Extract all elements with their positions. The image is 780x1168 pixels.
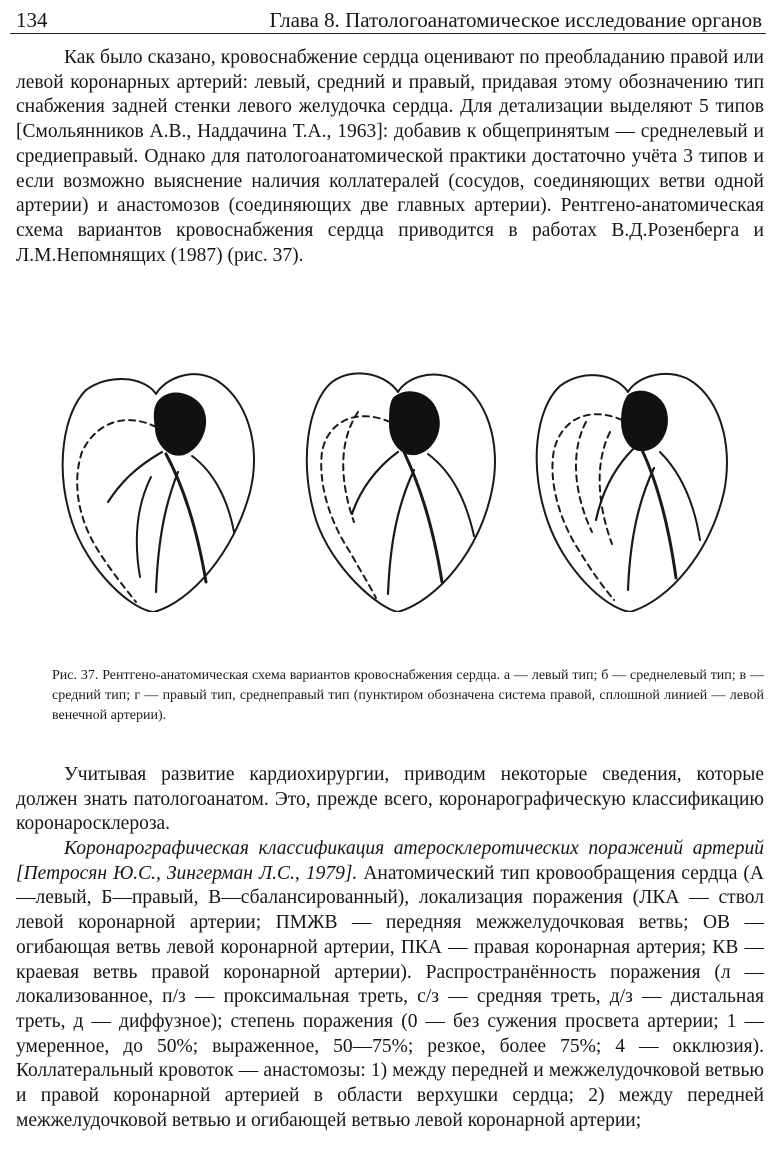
- right-coronary-dashed: [552, 414, 622, 600]
- figure-caption: Рис. 37. Рентгено-анатомическая схема вариантов кровоснабжения сердца. а — левый тип; б — среднелевый тип; в — средний тип; г — правый тип, среднеправый тип (пунктиром обозначена система правой, сплошной линией — левой венечной артерии).: [52, 668, 764, 723]
- left-coronary-main: [642, 450, 676, 578]
- left-coronary-branch-1: [108, 452, 162, 502]
- left-coronary-main: [404, 452, 442, 582]
- heart-diagrams-svg: [56, 372, 752, 612]
- left-coronary-branch-3: [137, 477, 151, 577]
- aortic-root: [622, 392, 667, 451]
- aortic-root: [390, 392, 439, 454]
- page-header: [10, 6, 766, 34]
- heart-diagram-a: [63, 374, 254, 612]
- classification-text: Анатомический тип кровообращения сердца (А—левый, Б—правый, В—сбалансированный), локализация поражения (ЛКА — ствол левой коронарной артерии; ПМЖВ — передняя межжелудочковая ветвь; ОВ — огибающая ветвь левой коронарной артерии, ПКА — правая коронарная артерия; КВ — краевая ветвь правой коронарной артерии). Распространённость поражения (л — локализованное, п/з — проксимальная треть, с/з — средняя треть, д/з — дистальная треть, д — диффузное); степень поражения (0 — без сужения просвета артерии; 1 — умеренное, до 50%; выраженное, 50—75%; резкое, более 75%; 4 — окклюзия). Коллатеральный кровоток — анастомозы: 1) между передней и межжелудочковой ветвью и правой коронарной артерией в области верхушки сердца; 2) между передней межжелудочковой ветвью и огибающей ветвью левой коронарной артерии;: [16, 862, 764, 1131]
- left-coronary-branch-1: [352, 452, 398, 514]
- right-coronary-dashed-2: [576, 422, 592, 532]
- chapter-title: Глава 8. Патологоанатомическое исследование органов: [269, 8, 762, 32]
- left-coronary-branch-2: [156, 472, 178, 592]
- heart-diagram-c: [537, 374, 727, 612]
- heart-diagram-b: [307, 373, 495, 612]
- header-rule: [10, 33, 766, 34]
- left-coronary-branch-3: [428, 454, 474, 536]
- cardiosurgery-paragraph: Учитывая развитие кардиохирургии, приводим некоторые сведения, которые должен знать патологоанатом. Это, прежде всего, коронарографическую классификацию коронаросклероза.: [16, 764, 764, 835]
- classification-title: Коронарографическая классификация атеросклеротических поражений артерий [Петросян Ю.С., Зингерман Л.С., 1979].: [16, 838, 764, 884]
- left-coronary-main: [166, 454, 206, 582]
- intro-paragraph: Как было сказано, кровоснабжение сердца оценивают по преобладанию правой или левой коронарных артерий: левый, средний и правый, придавая этому обозначению тип снабжения задней стенки левого желудочка сердца. Для детализации выделяют 5 типов [Смольянников А.В., Наддачина Т.А., 1963]: добавив к общепринятым — среднелевый и средиеправый. Однако для патологоанатомической практики достаточно учёта 3 типов и если возможно выяснение наличия коллатералей (сосудов, соединяющих ветви одной артерии) и анастомозов (соединяющих две главных артерии). Рентгено-анатомическая схема вариантов кровоснабжения сердца приводится в работах В.Д.Розенберга и Л.М.Непомнящих (1987) (рис. 37).: [16, 47, 764, 266]
- left-coronary-branch-4: [192, 456, 234, 532]
- aortic-root: [155, 394, 205, 455]
- right-coronary-dashed: [77, 420, 156, 602]
- figure-37-heart-diagrams: [56, 372, 752, 612]
- left-coronary-branch-2: [388, 470, 414, 594]
- left-coronary-branch-2: [628, 468, 654, 590]
- page-number: 134: [16, 8, 48, 32]
- classification-paragraph: [16, 837, 764, 1133]
